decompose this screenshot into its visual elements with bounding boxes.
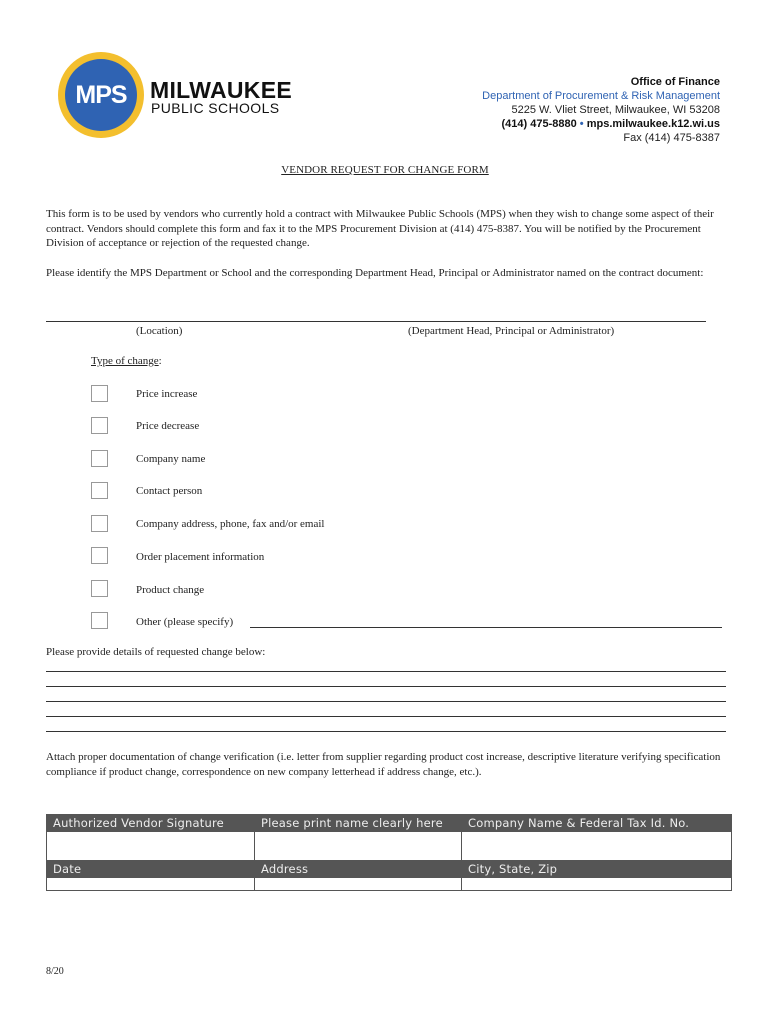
type-colon: : xyxy=(158,355,162,367)
header-address: Address xyxy=(255,861,462,878)
option-order-placement: Order placement information xyxy=(136,551,265,563)
option-company-address: Company address, phone, fax and/or email xyxy=(136,518,325,530)
signature-header-row-2 xyxy=(47,861,732,878)
logo-line1: MILWAUKEE xyxy=(150,77,292,103)
details-label: Please provide details of requested change below: xyxy=(46,646,266,658)
footer-revision: 8/20 xyxy=(46,966,64,977)
checkbox-product-change[interactable] xyxy=(91,580,108,597)
signature-input-row-2 xyxy=(47,878,732,891)
header-city-state-zip: City, State, Zip xyxy=(462,861,732,878)
option-price-decrease: Price decrease xyxy=(136,420,200,432)
header-company-tax-id: Company Name & Federal Tax Id. No. xyxy=(462,815,732,832)
print-name-field[interactable] xyxy=(255,832,462,861)
header-date: Date xyxy=(47,861,255,878)
location-head-line[interactable] xyxy=(46,321,706,322)
checkbox-price-decrease[interactable] xyxy=(91,417,108,434)
header-separator: • xyxy=(579,118,584,130)
checkbox-price-increase[interactable] xyxy=(91,385,108,402)
company-tax-id-field[interactable] xyxy=(462,832,732,861)
header-phone: (414) 475-8880 xyxy=(501,118,577,130)
header-authorized-signature: Authorized Vendor Signature xyxy=(47,815,255,832)
details-line-5[interactable] xyxy=(46,731,726,732)
signature-input-row-1 xyxy=(47,832,732,861)
form-title: VENDOR REQUEST FOR CHANGE FORM xyxy=(281,164,489,176)
header-website[interactable]: mps.milwaukee.k12.wi.us xyxy=(586,118,720,130)
signature-field[interactable] xyxy=(47,832,255,861)
header-department: Department of Procurement & Risk Management xyxy=(482,90,720,102)
intro-paragraph: This form is to be used by vendors who currently hold a contract with Milwaukee Public Schools (MPS) when they wish to change some aspect of their contract. Vendors should complete this form and fax it to the MPS Procurement Division at (414) 475-8387. You will be notified by the Procurement Division of acceptance or rejection of the requested change. xyxy=(46,208,714,249)
details-line-2[interactable] xyxy=(46,686,726,687)
city-state-zip-field[interactable] xyxy=(462,878,732,891)
option-price-increase: Price increase xyxy=(136,388,198,400)
date-field[interactable] xyxy=(47,878,255,891)
checkbox-order-placement[interactable] xyxy=(91,547,108,564)
option-product-change: Product change xyxy=(136,584,205,596)
details-line-1[interactable] xyxy=(46,671,726,672)
header-contact-line xyxy=(482,117,720,131)
signature-header-row-1 xyxy=(47,815,732,832)
logo-inner-circle xyxy=(65,59,137,131)
option-company-name: Company name xyxy=(136,453,206,465)
header-block xyxy=(482,75,720,145)
mps-logo xyxy=(58,52,144,138)
header-fax: Fax (414) 475-8387 xyxy=(623,132,720,144)
logo-mark: MPS xyxy=(75,80,127,109)
identify-paragraph: Please identify the MPS Department or School and the corresponding Department Head, Principal or Administrator named on the contract document: xyxy=(46,267,704,279)
checkbox-company-name[interactable] xyxy=(91,450,108,467)
checkbox-other[interactable] xyxy=(91,612,108,629)
details-line-3[interactable] xyxy=(46,701,726,702)
location-label: (Location) xyxy=(136,325,183,337)
logo-line2: PUBLIC SCHOOLS xyxy=(151,100,280,116)
head-label: (Department Head, Principal or Administrator) xyxy=(408,325,615,337)
option-contact-person: Contact person xyxy=(136,485,203,497)
header-print-name: Please print name clearly here xyxy=(255,815,462,832)
checkbox-company-address[interactable] xyxy=(91,515,108,532)
header-office: Office of Finance xyxy=(630,76,720,88)
details-line-4[interactable] xyxy=(46,716,726,717)
checkbox-contact-person[interactable] xyxy=(91,482,108,499)
type-of-change-text: Type of change xyxy=(91,355,159,367)
type-of-change-label xyxy=(91,355,162,367)
signature-table xyxy=(46,814,732,891)
other-specify-line[interactable] xyxy=(250,627,722,628)
option-other: Other (please specify) xyxy=(136,616,234,628)
attach-paragraph: Attach proper documentation of change verification (i.e. letter from supplier regarding product cost increase, descriptive literature verifying specification compliance if product change, correspondence on new company letterhead if address change, etc.). xyxy=(46,751,721,778)
address-field[interactable] xyxy=(255,878,462,891)
header-address: 5225 W. Vliet Street, Milwaukee, WI 53208 xyxy=(511,104,720,116)
